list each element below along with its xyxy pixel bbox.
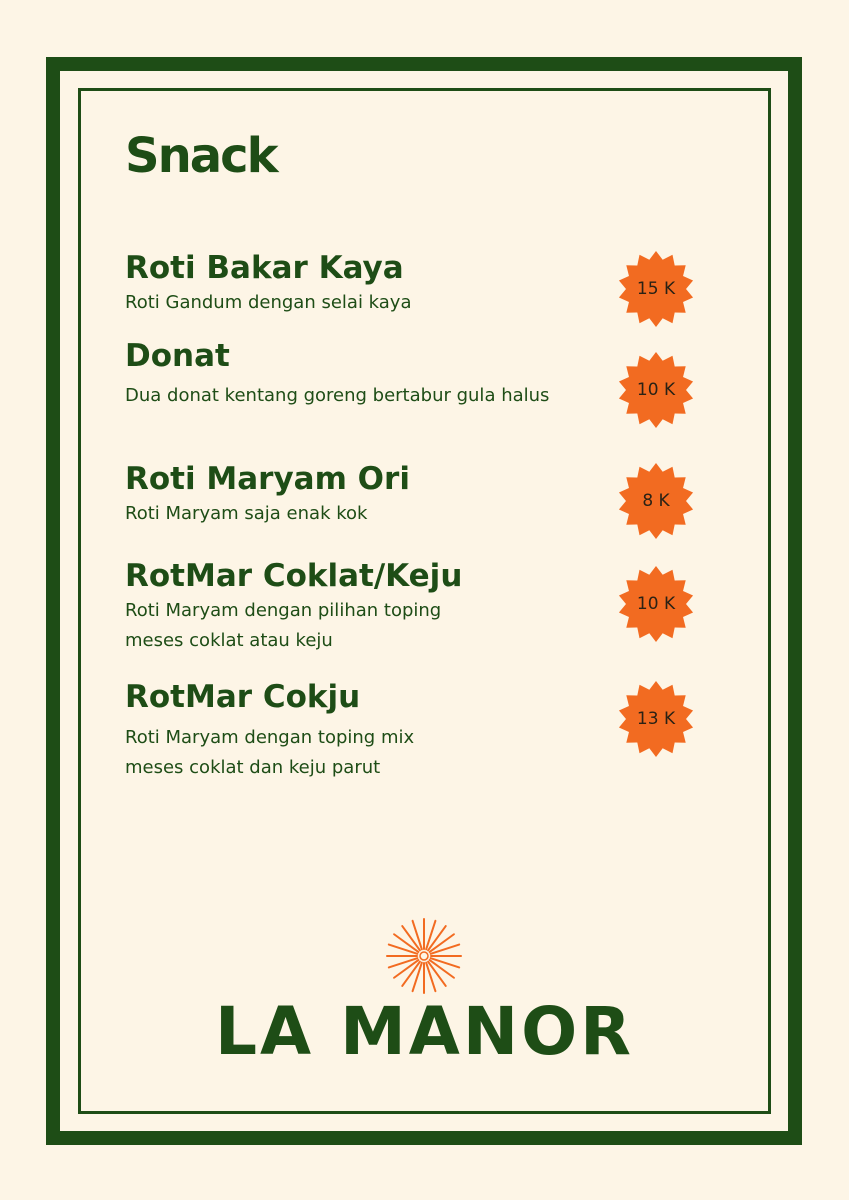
price-label: 13 K xyxy=(636,709,676,729)
price-badge xyxy=(617,680,695,758)
menu-item xyxy=(125,250,595,318)
menu-item-description: Roti Maryam dengan toping mix meses coklat dan keju parut xyxy=(125,727,415,778)
section-title: Snack xyxy=(125,128,277,184)
sunburst-icon xyxy=(385,917,463,995)
menu-item-name: Roti Maryam Ori xyxy=(125,461,410,497)
price-label: 10 K xyxy=(636,380,676,400)
menu-item-description: Roti Maryam saja enak kok xyxy=(125,503,368,524)
menu-item-name: Donat xyxy=(125,338,230,374)
brand-name: LA MANOR xyxy=(214,993,635,1070)
price-badge xyxy=(617,565,695,643)
menu-item-description: Dua donat kentang goreng bertabur gula halus xyxy=(125,385,550,406)
price-label: 8 K xyxy=(642,491,670,511)
menu-item-name: RotMar Cokju xyxy=(125,679,361,715)
price-label: 10 K xyxy=(636,594,676,614)
menu-item xyxy=(125,461,595,529)
price-badge xyxy=(617,462,695,540)
menu-item-description: Roti Gandum dengan selai kaya xyxy=(125,292,412,313)
menu-item xyxy=(125,558,595,656)
menu-item xyxy=(125,338,595,411)
menu-item-description: Roti Maryam dengan pilihan toping meses coklat atau keju xyxy=(125,600,442,651)
menu-item xyxy=(125,679,595,783)
price-label: 15 K xyxy=(636,279,676,299)
price-badge xyxy=(617,250,695,328)
menu-item-name: Roti Bakar Kaya xyxy=(125,250,404,286)
menu-item-name: RotMar Coklat/Keju xyxy=(125,558,463,594)
price-badge xyxy=(617,351,695,429)
